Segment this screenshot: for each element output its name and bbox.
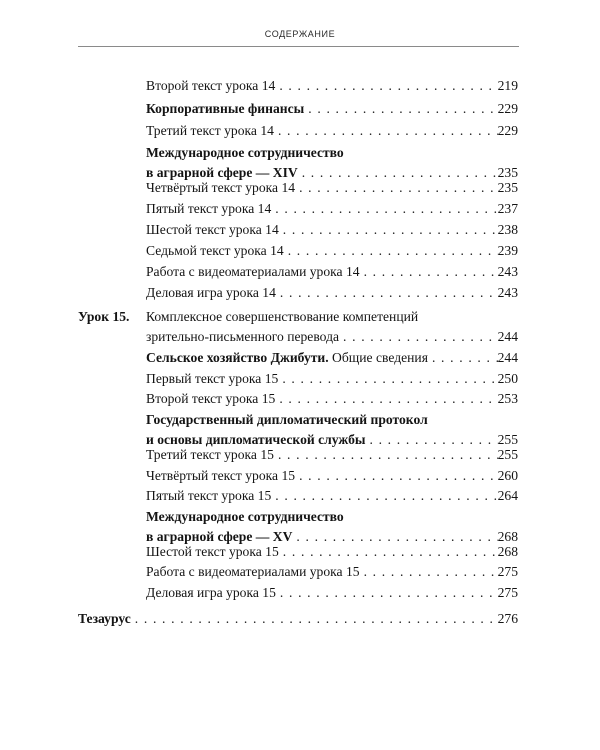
- dot-leader: [275, 389, 497, 409]
- page-number: 219: [497, 78, 518, 93]
- dot-leader: [271, 199, 497, 219]
- page-number: 244: [497, 329, 518, 344]
- toc-section[interactable]: [146, 99, 518, 119]
- dot-leader: [274, 445, 498, 465]
- page-number: 255: [497, 432, 518, 447]
- toc-section-title-line1: Международное сотрудничество: [146, 145, 344, 160]
- page-number: 260: [497, 468, 518, 483]
- dot-leader: [295, 178, 498, 198]
- page-number: 268: [497, 544, 518, 559]
- toc-entry-title: Первый текст урока 15: [146, 371, 279, 386]
- toc-entry-title: Третий текст урока 14: [146, 123, 274, 138]
- lesson-label: Урок 15.: [78, 309, 130, 324]
- toc-entry[interactable]: [146, 199, 518, 219]
- running-header: СОДЕРЖАНИЕ: [264, 29, 336, 39]
- dot-leader: [131, 609, 498, 629]
- toc-entry-title: Четвёртый текст урока 14: [146, 180, 296, 195]
- page-number: 255: [497, 447, 518, 462]
- toc-entry-title: Пятый текст урока 14: [146, 201, 272, 216]
- toc-entry-title: Работа с видеоматериалами урока 14: [146, 264, 360, 279]
- toc-entry[interactable]: [146, 466, 518, 486]
- page-number: 229: [497, 123, 518, 138]
- page-number: 235: [497, 180, 518, 195]
- page-number: 237: [497, 201, 518, 216]
- toc-entry[interactable]: [146, 178, 518, 198]
- dot-leader: [279, 220, 498, 240]
- toc-entry[interactable]: [146, 262, 518, 282]
- page-number: 235: [497, 165, 518, 180]
- toc-entry-title: Второй текст урока 15: [146, 391, 276, 406]
- dot-leader: [339, 327, 498, 347]
- page-number: 253: [497, 391, 518, 406]
- toc-entry[interactable]: [146, 283, 518, 303]
- toc-thesaurus[interactable]: [78, 609, 518, 629]
- toc-entry[interactable]: [146, 542, 518, 562]
- toc-entry[interactable]: [146, 369, 518, 389]
- toc-lesson-title-line2: зрительно-письменного перевода: [146, 329, 340, 344]
- dot-leader: [360, 262, 498, 282]
- toc-entry[interactable]: [146, 220, 518, 240]
- toc-section[interactable]: [146, 143, 518, 183]
- toc-entry-title: Деловая игра урока 14: [146, 285, 276, 300]
- page-number: 264: [497, 488, 518, 503]
- dot-leader: [274, 121, 498, 141]
- toc-section-title: Сельское хозяйство Джибути.: [146, 350, 329, 365]
- page-number: 239: [497, 243, 518, 258]
- toc-entry-title: Второй текст урока 14: [146, 78, 276, 93]
- toc-entry-title: Пятый текст урока 15: [146, 488, 272, 503]
- page-number: 275: [497, 564, 518, 579]
- page-number: 275: [497, 585, 518, 600]
- dot-leader: [275, 76, 497, 96]
- toc-entry[interactable]: [146, 121, 518, 141]
- dot-leader: [428, 348, 498, 368]
- toc-section-title-line2: в аграрной сфере — XV: [146, 529, 293, 544]
- toc-entry-title: Четвёртый текст урока 15: [146, 468, 296, 483]
- toc-entry-title: Седьмой текст урока 14: [146, 243, 284, 258]
- page-number: 250: [497, 371, 518, 386]
- page-number: 276: [497, 611, 518, 626]
- toc-section-title: Корпоративные финансы: [146, 101, 305, 116]
- toc-entry[interactable]: [146, 583, 518, 603]
- dot-leader: [278, 369, 497, 389]
- dot-leader: [276, 283, 498, 303]
- toc-entry[interactable]: [146, 562, 518, 582]
- toc-section[interactable]: [146, 410, 518, 450]
- toc-entry[interactable]: [146, 76, 518, 96]
- dot-leader: [360, 562, 498, 582]
- toc-thesaurus-title: Тезаурус: [78, 611, 131, 626]
- dot-leader: [304, 99, 497, 119]
- dot-leader: [284, 241, 498, 261]
- toc-lesson-title-line1: Комплексное совершенствование компетенций: [146, 309, 419, 324]
- toc-entry-title: Деловая игра урока 15: [146, 585, 276, 600]
- toc-entry-title: Шестой текст урока 15: [146, 544, 279, 559]
- page-number: 229: [497, 101, 518, 116]
- toc-entry-title: Третий текст урока 15: [146, 447, 274, 462]
- toc-entry[interactable]: [146, 241, 518, 261]
- toc-section-title-line1: Международное сотрудничество: [146, 509, 344, 524]
- page-number: 243: [497, 264, 518, 279]
- dot-leader: [276, 583, 498, 603]
- toc-entry-title: Шестой текст урока 14: [146, 222, 279, 237]
- dot-leader: [271, 486, 497, 506]
- toc-entry[interactable]: [146, 445, 518, 465]
- dot-leader: [295, 466, 498, 486]
- toc-entry-title: Работа с видеоматериалами урока 15: [146, 564, 360, 579]
- page-number: 268: [497, 529, 518, 544]
- toc-section-title-line2: в аграрной сфере — XIV: [146, 165, 298, 180]
- page-number: 243: [497, 285, 518, 300]
- toc-section-subtitle: Общие сведения: [328, 350, 428, 365]
- toc-lesson[interactable]: [146, 307, 518, 347]
- toc-entry[interactable]: [146, 389, 518, 409]
- toc-entry[interactable]: [146, 486, 518, 506]
- page-number: 244: [497, 350, 518, 365]
- toc-section[interactable]: [146, 507, 518, 547]
- page-number: 238: [497, 222, 518, 237]
- toc-section-title-line1: Государственный дипломатический протокол: [146, 412, 428, 427]
- toc-section-title-line2: и основы дипломатической службы: [146, 432, 366, 447]
- toc-section[interactable]: [146, 348, 518, 368]
- dot-leader: [279, 542, 498, 562]
